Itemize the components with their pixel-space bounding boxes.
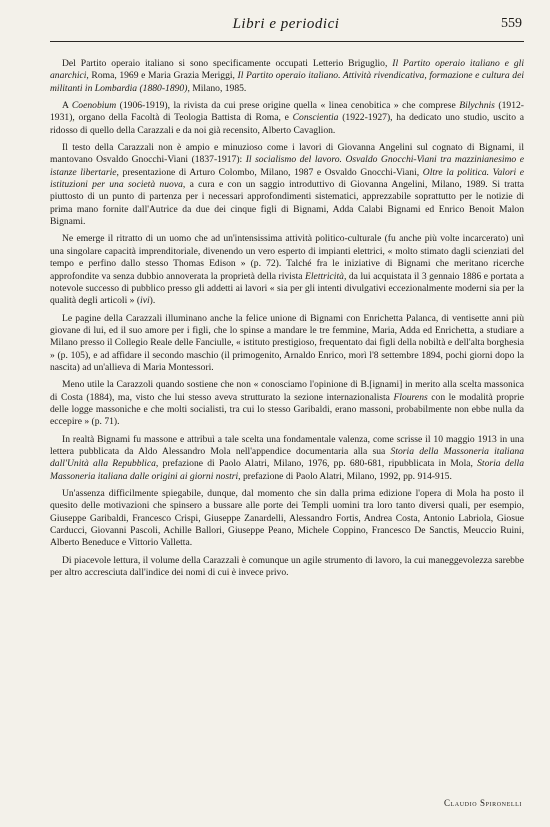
italic-title: Conscientia [292,112,339,124]
italic-title: Il Partito operaio italiano. Attività rivendicativa, formazione e cultura dei militanti in Lombardia (1880-1890) [50,70,525,94]
italic-title: ivi [140,295,150,307]
page-number: 559 [501,16,522,31]
body-paragraph [50,379,524,428]
body-paragraph [50,434,524,483]
italic-title: Il socialismo del lavoro. Osvaldo Gnocchi-Viani tra mazzinianesimo e istanze libertarie [50,154,524,178]
italic-title: Elettricità [305,270,344,282]
text-run: , Milano, 1985. [187,82,247,94]
text-run: , da lui acquistata il 3 gennaio 1886 e portata a notevole successo di pubblico presso gli addetti ai lavori « sia per gli intenti divulgativi eccezionalmente moderni sia per la qualità degli articoli » ( [50,270,524,307]
text-run: con le modalità proprie delle logge massoniche e che molti socialisti, tra cui lo stesso Garibaldi, erano massoni, probabilmente non ebbe nulla da eccepire » (p. 71). [50,391,524,428]
text-run: Il testo della Carazzali non è ampio e minuzioso come i lavori di Giovanna Angelini sul cognato di Bignami, il mantovano Osvaldo Gnocchi-Viani (1837-1917): [50,142,524,166]
text-run: In realtà Bignami fu massone e attribuì a tale scelta una fondamentale valenza, come scrisse il 10 maggio 1913 in una lettera pubblicata da Aldo Alessandro Mola nell'appendice documentaria alla sua [50,433,524,457]
running-title: Libri e periodici [232,16,340,32]
italic-title: Bilychnis [459,100,495,112]
text-run: (1912-1931), organo della Facoltà di Teologia Battista di Roma, e [50,100,524,124]
text-run: Ne emerge il ritratto di un uomo che ad un'intensissima attività politico-culturale (fu anche più volte incarcerato) unì una singolare capacità imprenditoriale, divenendo un vero esperto di impianti elettrici, « molto stimato dagli scienziati del tempo e perfino dallo stesso Thomas Edison » (p. 72). Talché fra le iniziative di Bignami che meritano ricerche approfondite va senza dubbio annoverata la proprietà della rivista [50,233,524,282]
body-paragraph [50,58,524,95]
running-head [50,16,522,40]
italic-title: Il Partito operaio italiano e gli anarchici [50,58,524,82]
text-run: Un'assenza difficilmente spiegabile, dunque, dal momento che sin dalla prima edizione l'opera di Mola ha posto il quesito delle motivazioni che spinsero a bussare alle porte dei Templi uomini tra loro tanto diversi quali, per esempio, Giuseppe Garibaldi, Francesco Crispi, Giuseppe Zanardelli, Alessandro Fortis, Andrea Costa, Antonio Labriola, Giosue Carducci, Giovanni Pascoli, Achille Ballori, Giuseppe Peano, Michele Coppino, Francesco De Sanctis, Meuccio Ruini, Alberto Beneduce e Vittorio Valletta. [50,488,524,549]
text-run: A [62,100,72,112]
text-run: (1906-1919), la rivista da cui prese origine quella « linea cenobitica » che comprese [116,100,460,112]
text-run: , Roma, 1969 e Maria Grazia Meriggi, [86,70,238,82]
text-run: , presentazione di Arturo Colombo, Milano, 1987 e Osvaldo Gnocchi-Viani, [116,166,423,178]
review-body [50,58,524,584]
body-paragraph [50,555,524,580]
text-run: (1922-1927), ha dedicato uno studio, uscito a ridosso di quello della Carazzali e da noi già recensito, Alberto Cavaglion. [50,112,524,136]
header-rule [50,41,524,42]
text-run: , prefazione di Paolo Alatri, Milano, 1976, pp. 680-681, ripubblicata in Mola, [155,458,478,470]
italic-title: Flourens [393,391,428,403]
italic-title: Storia della Massoneria italiana dall'Unità alla Repubblica [50,445,524,470]
text-run: , prefazione di Paolo Alatri, Milano, 1992, pp. 914-915. [238,470,452,482]
italic-title: Storia della Massoneria italiana dalle origini ai giorni nostri [50,458,524,482]
text-run: Meno utile la Carazzoli quando sostiene che non « conosciamo l'opinione di B.[ignami] in merito alla scelta massonica di Costa (1884), ma, visto che lui stesso aveva strutturato la sezione internazionalista [50,379,524,403]
text-run: Del Partito operaio italiano si sono specificamente occupati Letterio Briguglio, [62,58,393,69]
body-paragraph [50,100,524,137]
body-paragraph [50,488,524,550]
body-paragraph [50,313,524,375]
body-paragraph [50,233,524,307]
body-paragraph [50,142,524,228]
text-run: Di piacevole lettura, il volume della Carazzali è comunque un agile strumento di lavoro, la cui maneggevolezza sarebbe per altro accresciuta dall'indice dei nomi di cui è invece privo. [50,554,524,579]
text-run: Le pagine della Carazzali illuminano anche la felice unione di Bignami con Enrichetta Palanca, di ventisette anni più giovane di lui, ed il suo amore per i figli, che lo spinse a mandare le tre femmine, Maria, Adda ed Enrichetta, a studiare a Milano presso il Collegio Reale delle Fanciulle, « istituto prestigioso, frequentato dai figli della nobiltà e dell'alta borghesia » (p. 105), e ad affidare il secondo maschio (il primogenito, Arnaldo Enrico, morì l'8 settembre 1894, pochi giorni dopo la nascita) ad un'allieva di Maria Montessori. [50,312,524,373]
text-run: ). [149,295,156,307]
text-run: , a cura e con un saggio introduttivo di Giovanna Angelini, Milano, 1989. Si tratta piuttosto di un punto di partenza per i necessari approfondimenti sistematici, apprezzabile soprattutto per le notizie di prima mano fornite dall'Autrice da due dei cinque figli di Bignami, Adda Calabi Bignami ed Enrico Benoit Malon Bignami. [50,179,525,228]
italic-title: Oltre la politica. Valori e istituzioni per una società nuova [50,166,525,191]
author-signature: Claudio Spironelli [443,798,522,808]
italic-title: Coenobium [71,100,117,112]
